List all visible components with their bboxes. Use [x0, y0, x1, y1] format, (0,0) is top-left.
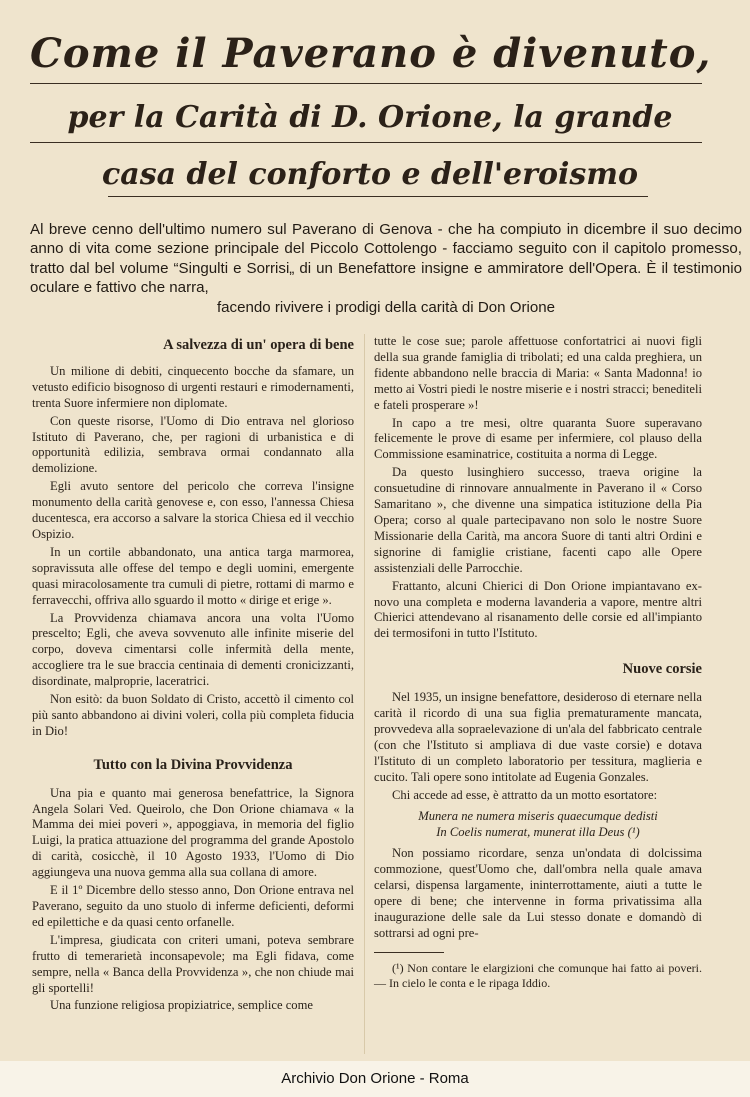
title-rule — [108, 196, 648, 197]
motto-line: Munera ne numera miseris quaecumque dedisti — [418, 809, 658, 824]
paragraph: Una pia e quanto mai generosa benefattrice, la Signora Angela Solari Ved. Queirolo, che Don Orione chiamava « la Mamma dei miei poveri », appoggiava, in memoria del figlio Luigi, la pratica attuazione del programma del grande Apostolo di carità, cosicchè, il 10 Agosto 1933, l'Uomo di Dio aggiungeva una nuova gemma alla sua collana di amore. — [32, 785, 354, 880]
title-rule — [30, 83, 702, 84]
title-line-1: Come il Paverano è divenuto, — [30, 30, 712, 77]
section-heading: A salvezza di un' opera di bene — [163, 337, 354, 353]
title-line-3: casa del conforto e dell'eroismo — [101, 157, 638, 192]
paragraph: Non possiamo ricordare, senza un'ondata di dolcissima commozione, quest'Uomo che, dall'ombra nella quale amava celarsi, dispensa largamente, ininterrottamente, aiuti a tutte le opere di bene; che intervenne in forma privatissima alla inaugurazione delle sale da Lui stesso donate e domandò di sottrarsi ad ogni pre- — [374, 846, 702, 940]
footnote: (¹) Non contare le elargizioni che comunque hai fatto ai poveri. — In cielo le conta e le ripaga Iddio. — [374, 960, 702, 990]
paragraph: Non esitò: da buon Soldato di Cristo, accettò il cimento col più santo abbandono ai divini voleri, colla più completa fiducia in Dio! — [32, 692, 354, 738]
paragraph: La Provvidenza chiamava ancora una volta l'Uomo prescelto; Egli, che aveva sovvenuto alle infinite miserie del corpo, doveva cimentarsi colle infermità della mente, accogliere tra le sue braccia centinaia di dementi cronicizzanti, disordinate, malproprie, laceratrici. — [32, 610, 354, 689]
section-heading: Tutto con la Divina Provvidenza — [93, 756, 293, 773]
paragraph: Un milione di debiti, cinquecento bocche da sfamare, un vetusto edificio bisognoso di urgenti restauri e rimodernamenti, trenta Suore infermiere non diplomate. — [32, 363, 354, 410]
paragraph: Nel 1935, un insigne benefattore, desideroso di eternare nella carità il ricordo di una sua figlia prematuramente mancata, provvedeva alla sopraelevazione di un'ala del fabbricato centrale (con che l'Istituto si ampliava di due vaste corsie) e dotava l'Istituto di un completo laboratorio per tessitura, maglieria e cucito. Tali opere sono intitolate ad Eugenia Gonzales. — [374, 690, 702, 784]
paragraph: Con queste risorse, l'Uomo di Dio entrava nel glorioso Istituto di Paverano, che, per ragioni di urbanistica e di opportunità edilizia, sembrava ormai condannato alla demolizione. — [32, 413, 354, 476]
intro-paragraph: Al breve cenno dell'ultimo numero sul Paverano di Genova - che ha compiuto in dicembre il suo decimo anno di vita come sezione principale del Piccolo Cottolengo - facciamo seguito con il capitolo promesso, tratto dal bel volume “Singulti e Sorrisi„ di un Benefattore insigne e ammiratore dell'Opera. È il testimonio oculare e fattivo che narra, — [30, 221, 742, 297]
latin-motto — [374, 809, 702, 840]
paragraph: tutte le cose sue; parole affettuose confortatrici ai nuovi figli della sua grande famiglia di tribolati; ed una calda preghiera, un fidente abbandono nelle braccia di Maria: « Santa Madonna! io metto ai Vostri piedi le nostre miserie e i nostri stracci; benediteli e fateli prosperare »! — [374, 334, 702, 412]
intro-block — [30, 220, 742, 317]
archive-footer: Archivio Don Orione - Roma — [0, 1061, 750, 1097]
paragraph: Da questo lusinghiero successo, traeva origine la consuetudine di rinnovare annualmente in Paverano il « Corso Samaritano », che divenne una simpatica istituzione della Pia Opera; corso al quale partecipavano non solo le nostre Suore Missionarie della Carità, ma ancora Suore di tanti altri Ordini e signorine di famiglie cristiane, facenti capo alle Opere assistenziali delle Parrocchie. — [374, 465, 702, 575]
section-heading: Nuove corsie — [622, 661, 702, 678]
column-divider — [364, 334, 365, 1054]
paragraph: Chi accede ad esse, è attratto da un motto esortatore: — [392, 787, 658, 802]
paragraph: In un cortile abbandonato, una antica targa marmorea, sopravissuta alle offese del tempo e degli uomini, emergente quasi miracolosamente tra cumuli di pietre, rottami di marmo e ferravecchi, offriva allo sguardo il motto « dirige et erige ». — [32, 544, 354, 607]
paragraph: In capo a tre mesi, oltre quaranta Suore superavano felicemente le prove di esame per infermiere, col plauso della Commissione esaminatrice, costituita a norma di Legge. — [374, 415, 702, 462]
paragraph: Egli avuto sentore del pericolo che correva l'insigne monumento della carità genovese e, con esso, l'annessa Chiesa ducentesca, era accorso a salvare la storica Chiesa ed il vecchio Ospizio. — [32, 479, 354, 541]
title-rule — [30, 142, 702, 143]
footnote-rule — [374, 952, 444, 953]
intro-last-line: facendo rivivere i prodigi della carità di Don Orione — [216, 298, 556, 316]
right-column — [374, 334, 702, 993]
paragraph: L'impresa, giudicata con criteri umani, poteva sembrare frutto di temerarietà inconsapevole; ma Egli fidava, come sempre, nella « Banca della Provvidenza », che non chiude mai gli sportelli! — [32, 932, 354, 995]
motto-line: In Coelis numerat, munerat illa Deus (¹) — [436, 824, 640, 839]
paragraph: Una funzione religiosa propiziatrice, semplice come — [50, 998, 313, 1013]
paragraph: Frattanto, alcuni Chierici di Don Orione impiantavano ex-novo una completa e moderna lavanderia a vapore, mentre altri Chierici attendevano al risanamento delle corsie ed all'impianto dei termosifoni in tutto l'Istituto. — [374, 578, 702, 641]
paragraph: E il 1º Dicembre dello stesso anno, Don Orione entrava nel Paverano, seguito da uno stuolo di inferme deficienti, deformi ed epilettiche e da quasi cento orfanelle. — [32, 883, 354, 929]
title-line-2: per la Carità di D. Orione, la grande — [67, 100, 673, 135]
left-column — [32, 334, 354, 1016]
